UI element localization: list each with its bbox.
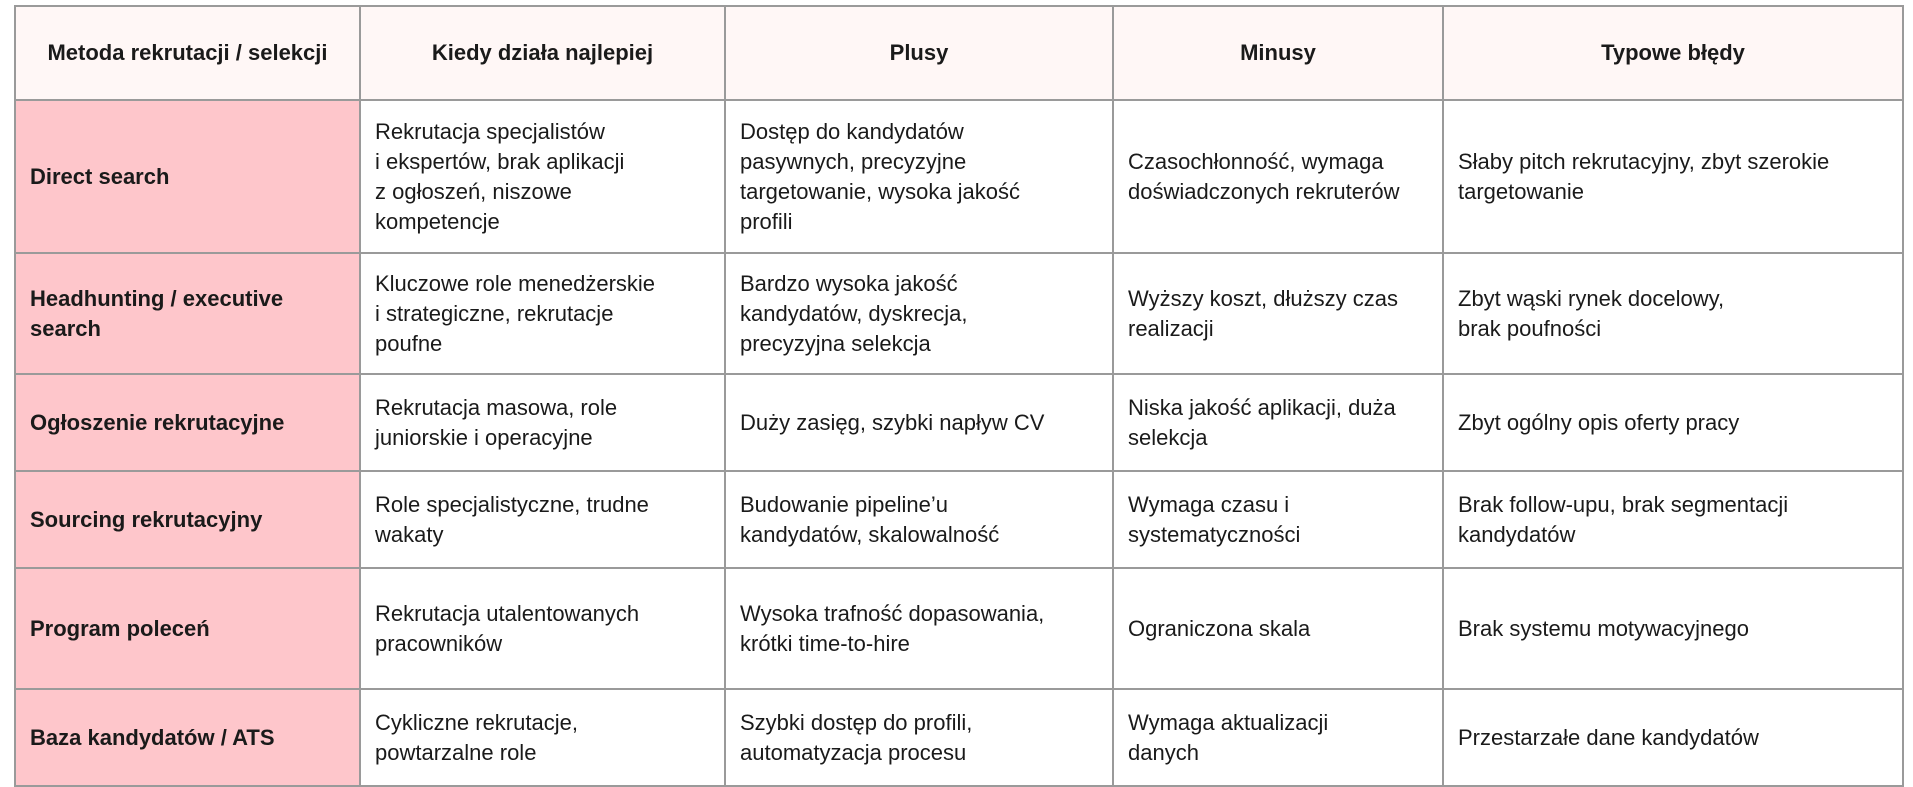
pros-cell: Duży zasięg, szybki napływ CV bbox=[725, 374, 1113, 471]
table-row bbox=[15, 374, 1903, 471]
mistakes-cell: Zbyt wąski rynek docelowy, brak poufności bbox=[1443, 253, 1903, 374]
mistakes-cell: Brak systemu motywacyjnego bbox=[1443, 568, 1903, 689]
table-row bbox=[15, 100, 1903, 253]
cons-cell: Ograniczona skala bbox=[1113, 568, 1443, 689]
when-cell: Rekrutacja specjalistów i ekspertów, brak aplikacji z ogłoszeń, niszowe kompetencje bbox=[360, 100, 725, 253]
recruitment-methods-table bbox=[14, 5, 1904, 787]
cons-cell: Czasochłonność, wymaga doświadczonych rekruterów bbox=[1113, 100, 1443, 253]
method-cell: Direct search bbox=[15, 100, 360, 253]
method-cell: Baza kandydatów / ATS bbox=[15, 689, 360, 786]
cons-cell: Niska jakość aplikacji, duża selekcja bbox=[1113, 374, 1443, 471]
header-mistakes: Typowe błędy bbox=[1443, 6, 1903, 100]
header-when: Kiedy działa najlepiej bbox=[360, 6, 725, 100]
cons-cell: Wyższy koszt, dłuższy czas realizacji bbox=[1113, 253, 1443, 374]
mistakes-cell: Brak follow-upu, brak segmentacji kandydatów bbox=[1443, 471, 1903, 568]
recruitment-methods-table-container bbox=[14, 5, 1904, 787]
mistakes-cell: Słaby pitch rekrutacyjny, zbyt szerokie targetowanie bbox=[1443, 100, 1903, 253]
cons-cell: Wymaga czasu i systematyczności bbox=[1113, 471, 1443, 568]
pros-cell: Bardzo wysoka jakość kandydatów, dyskrecja, precyzyjna selekcja bbox=[725, 253, 1113, 374]
when-cell: Rekrutacja masowa, role juniorskie i operacyjne bbox=[360, 374, 725, 471]
table-row bbox=[15, 253, 1903, 374]
when-cell: Kluczowe role menedżerskie i strategiczne, rekrutacje poufne bbox=[360, 253, 725, 374]
mistakes-cell: Zbyt ogólny opis oferty pracy bbox=[1443, 374, 1903, 471]
table-row bbox=[15, 471, 1903, 568]
pros-cell: Dostęp do kandydatów pasywnych, precyzyjne targetowanie, wysoka jakość profili bbox=[725, 100, 1113, 253]
when-cell: Cykliczne rekrutacje, powtarzalne role bbox=[360, 689, 725, 786]
header-pros: Plusy bbox=[725, 6, 1113, 100]
method-cell: Ogłoszenie rekrutacyjne bbox=[15, 374, 360, 471]
method-cell: Program poleceń bbox=[15, 568, 360, 689]
pros-cell: Szybki dostęp do profili, automatyzacja procesu bbox=[725, 689, 1113, 786]
when-cell: Role specjalistyczne, trudne wakaty bbox=[360, 471, 725, 568]
when-cell: Rekrutacja utalentowanych pracowników bbox=[360, 568, 725, 689]
pros-cell: Budowanie pipeline’u kandydatów, skalowalność bbox=[725, 471, 1113, 568]
table-row bbox=[15, 689, 1903, 786]
method-cell: Headhunting / executive search bbox=[15, 253, 360, 374]
header-method: Metoda rekrutacji / selekcji bbox=[15, 6, 360, 100]
pros-cell: Wysoka trafność dopasowania, krótki time-to-hire bbox=[725, 568, 1113, 689]
method-cell: Sourcing rekrutacyjny bbox=[15, 471, 360, 568]
table-row bbox=[15, 568, 1903, 689]
header-cons: Minusy bbox=[1113, 6, 1443, 100]
table-header-row bbox=[15, 6, 1903, 100]
mistakes-cell: Przestarzałe dane kandydatów bbox=[1443, 689, 1903, 786]
cons-cell: Wymaga aktualizacji danych bbox=[1113, 689, 1443, 786]
